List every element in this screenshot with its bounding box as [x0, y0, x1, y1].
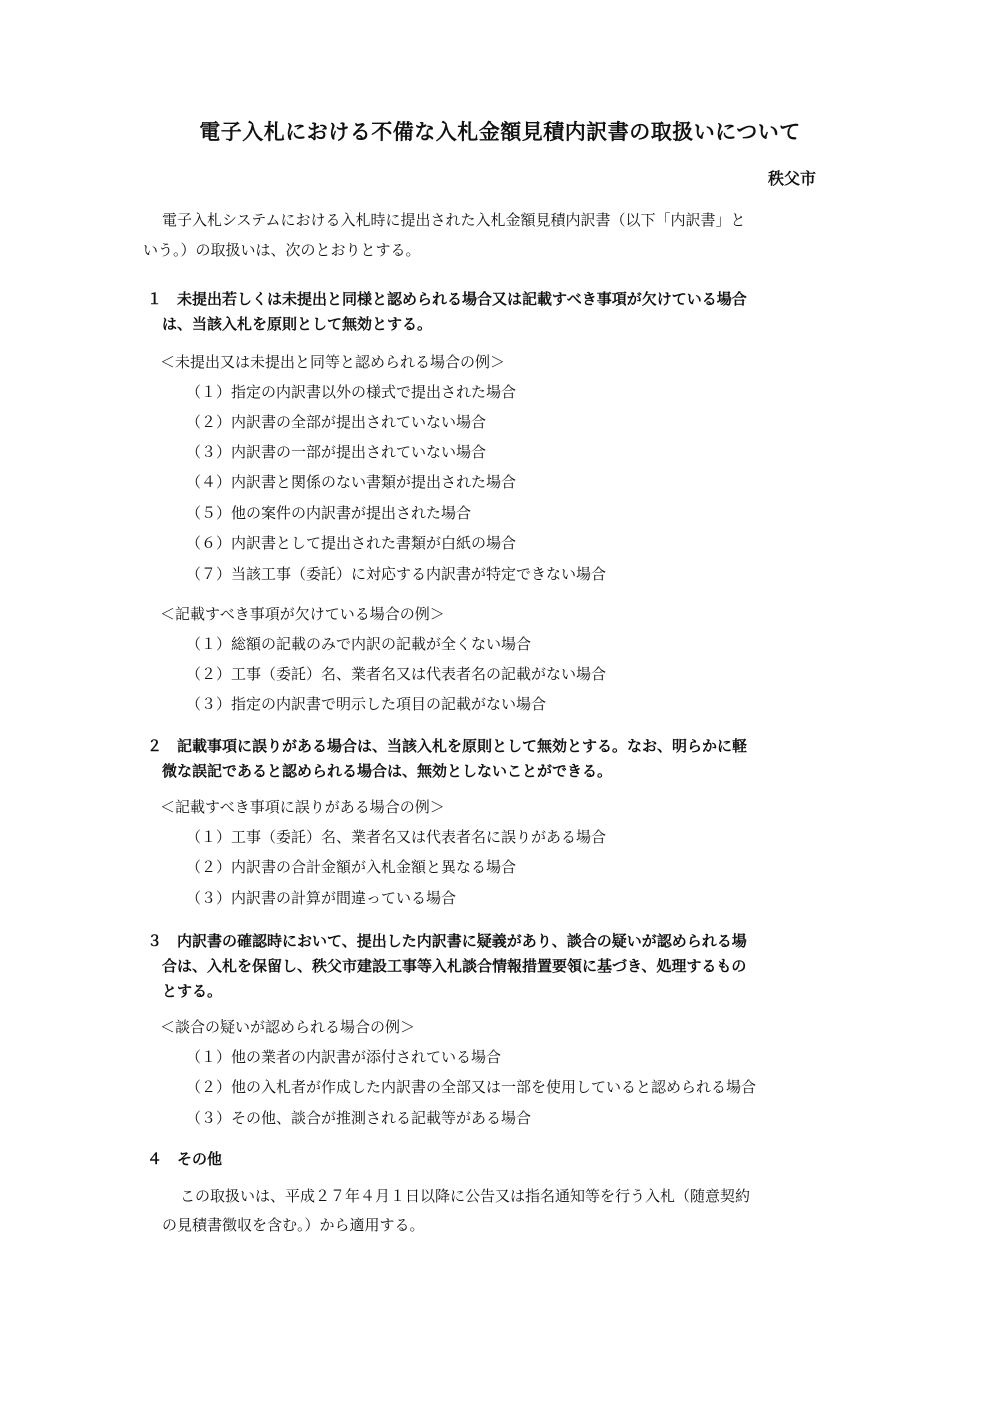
section3-heading-2: 合は、入札を保留し、秩父市建設工事等入札談合情報措置要領に基づき、処理するもの — [162, 957, 747, 975]
section2-heading-1: ２ 記載事項に誤りがある場合は、当該入札を原則として無効とする。なお、明らかに軽 — [147, 737, 748, 755]
list-item: （１）指定の内訳書以外の様式で提出された場合 — [186, 383, 517, 401]
section1-heading-2: は、当該入札を原則として無効とする。 — [162, 315, 433, 333]
section1-groupB-title: ＜記載すべき事項が欠けている場合の例＞ — [160, 605, 445, 623]
intro-line-2: いう。）の取扱いは、次のとおりとする。 — [143, 241, 421, 259]
intro-line-1: 電子入札システムにおける入札時に提出された入札金額見積内訳書（以下「内訳書」と — [162, 211, 746, 229]
list-item: （３）内訳書の計算が間違っている場合 — [186, 889, 457, 907]
list-item: （３）指定の内訳書で明示した項目の記載がない場合 — [186, 695, 547, 713]
list-item: （７）当該工事（委託）に対応する内訳書が特定できない場合 — [186, 565, 607, 583]
section4-body-1: この取扱いは、平成２７年４月１日以降に公告又は指名通知等を行う入札（随意契約 — [180, 1187, 751, 1205]
list-item: （１）他の業者の内訳書が添付されている場合 — [186, 1048, 502, 1066]
list-item: （５）他の案件の内訳書が提出された場合 — [186, 504, 472, 522]
section3-heading-1: ３ 内訳書の確認時において、提出した内訳書に疑義があり、談合の疑いが認められる場 — [147, 932, 747, 950]
section2-heading-2: 微な誤記であると認められる場合は、無効としないことができる。 — [162, 762, 613, 780]
list-item: （３）その他、談合が推測される記載等がある場合 — [186, 1109, 532, 1127]
list-item: （１）工事（委託）名、業者名又は代表者名に誤りがある場合 — [186, 828, 607, 846]
section4-heading: ４ その他 — [147, 1150, 223, 1168]
document-author: 秩父市 — [767, 169, 816, 188]
list-item: （２）内訳書の全部が提出されていない場合 — [186, 413, 487, 431]
list-item: （６）内訳書として提出された書類が白紙の場合 — [186, 534, 517, 552]
section1-groupA-title: ＜未提出又は未提出と同等と認められる場合の例＞ — [160, 353, 506, 371]
section4-body-2: の見積書徴収を含む。）から適用する。 — [162, 1216, 425, 1234]
list-item: （２）他の入札者が作成した内訳書の全部又は一部を使用していると認められる場合 — [186, 1078, 757, 1096]
list-item: （２）工事（委託）名、業者名又は代表者名の記載がない場合 — [186, 665, 607, 683]
list-item: （３）内訳書の一部が提出されていない場合 — [186, 443, 487, 461]
document-title: 電子入札における不備な入札金額見積内訳書の取扱いについて — [199, 120, 801, 144]
section3-heading-3: とする。 — [162, 982, 223, 1000]
section3-group-title: ＜談合の疑いが認められる場合の例＞ — [160, 1018, 416, 1036]
section2-group-title: ＜記載すべき事項に誤りがある場合の例＞ — [160, 798, 445, 816]
list-item: （２）内訳書の合計金額が入札金額と異なる場合 — [186, 858, 517, 876]
section1-heading-1: １ 未提出若しくは未提出と同様と認められる場合又は記載すべき事項が欠けている場合 — [147, 290, 747, 308]
list-item: （４）内訳書と関係のない書類が提出された場合 — [186, 473, 517, 491]
list-item: （１）総額の記載のみで内訳の記載が全くない場合 — [186, 635, 532, 653]
